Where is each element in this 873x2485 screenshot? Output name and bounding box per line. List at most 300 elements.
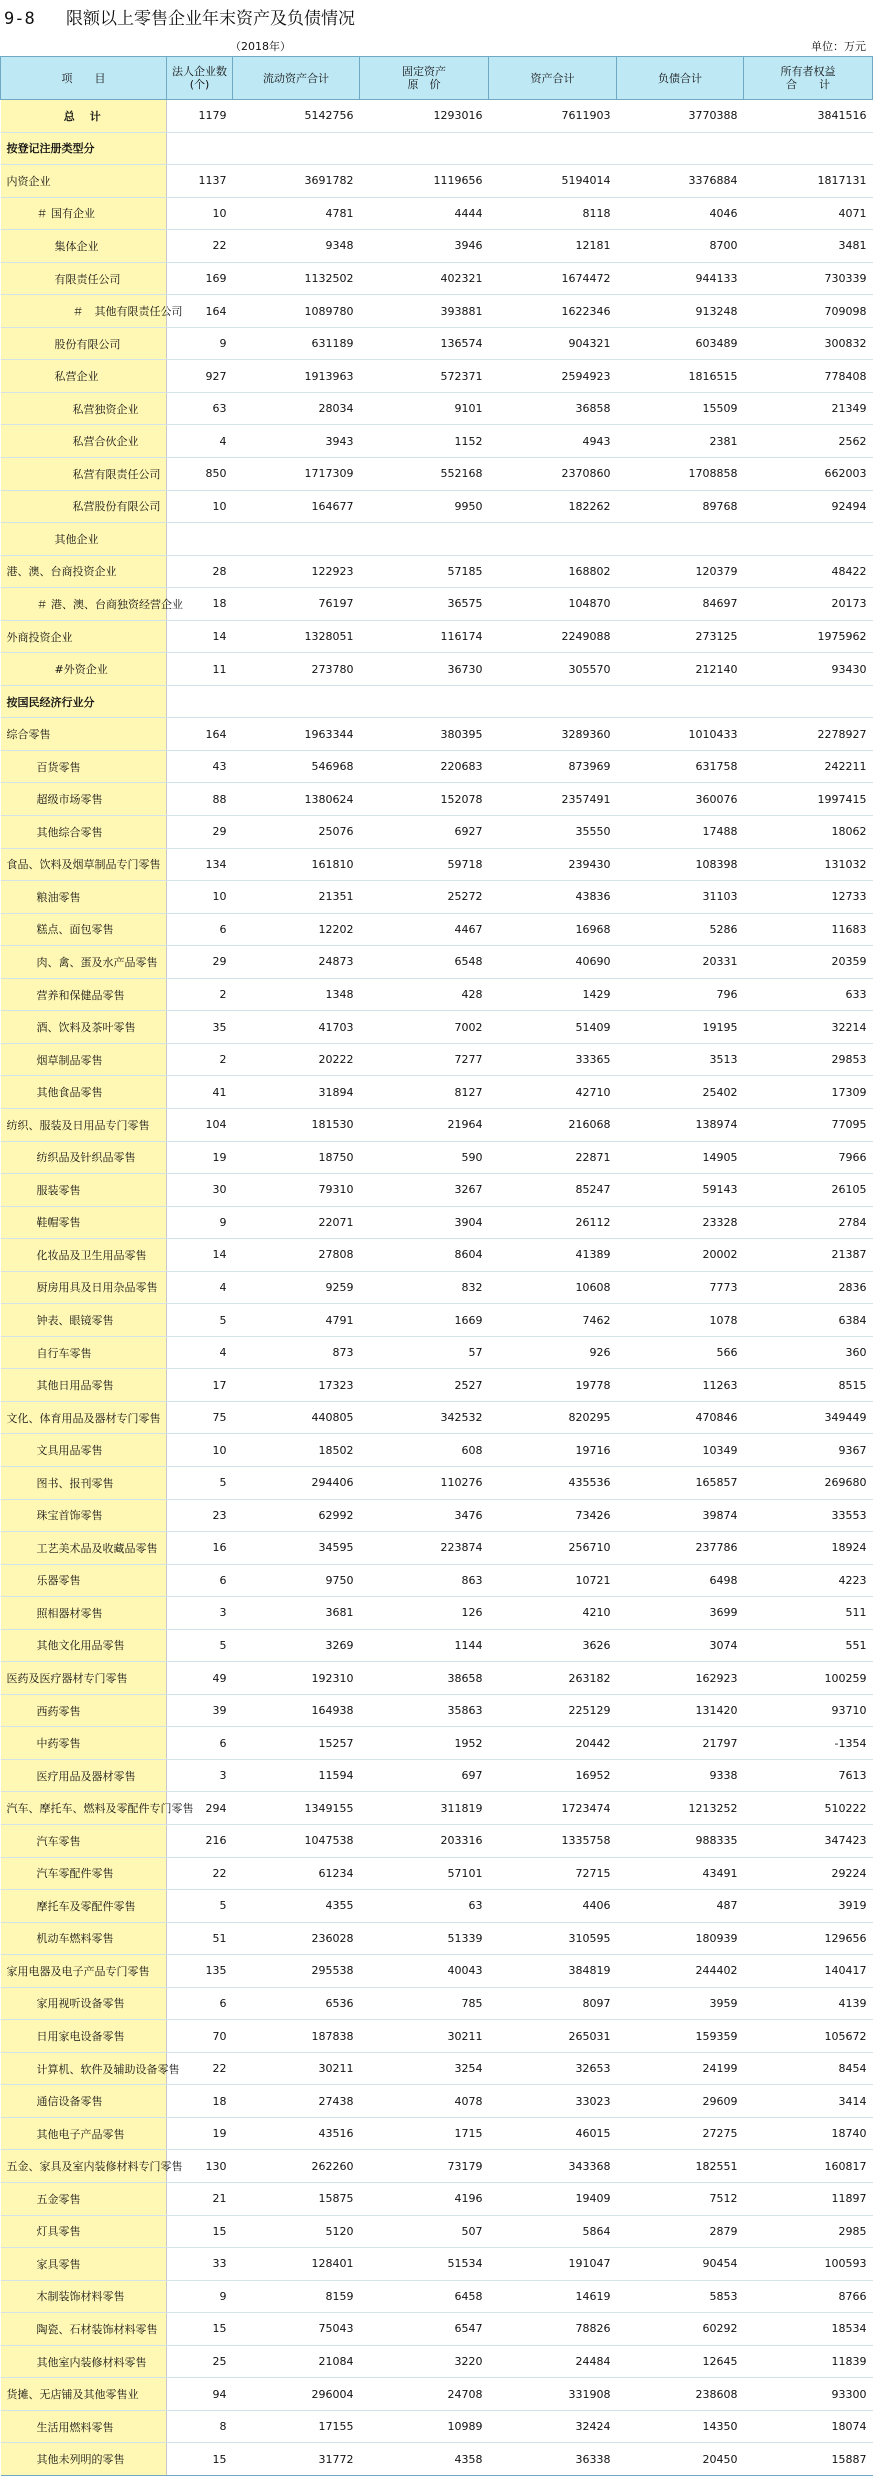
row-label: ＃ 港、澳、台商独资经营企业: [1, 588, 167, 621]
row-label: 日用家电设备零售: [1, 2020, 167, 2053]
cell-value: 5853: [617, 2280, 744, 2313]
cell-value: 633: [744, 978, 873, 1011]
cell-value: 5: [167, 1629, 233, 1662]
cell-value: 4071: [744, 197, 873, 230]
cell-value: 14619: [489, 2280, 617, 2313]
cell-value: 25402: [617, 1076, 744, 1109]
cell-value: 40043: [360, 1955, 489, 1988]
cell-value: 1723474: [489, 1792, 617, 1825]
cell-value: 110276: [360, 1466, 489, 1499]
cell-value: 1817131: [744, 165, 873, 198]
cell-value: 730339: [744, 262, 873, 295]
cell-value: 662003: [744, 458, 873, 491]
cell-value: 22: [167, 2052, 233, 2085]
row-label: 其他企业: [1, 523, 167, 556]
cell-value: 120379: [617, 555, 744, 588]
cell-value: 8454: [744, 2052, 873, 2085]
table-row: [1, 197, 873, 230]
row-label: 纺织、服装及日用品专门零售: [1, 1108, 167, 1141]
cell-value: 225129: [489, 1694, 617, 1727]
cell-value: 164: [167, 718, 233, 751]
cell-value: 51534: [360, 2248, 489, 2281]
row-label: 纺织品及针织品零售: [1, 1141, 167, 1174]
cell-value: 57: [360, 1336, 489, 1369]
cell-value: 1975962: [744, 620, 873, 653]
cell-value: [744, 523, 873, 556]
cell-value: 31772: [233, 2443, 360, 2476]
table-row: [1, 1336, 873, 1369]
cell-value: 41: [167, 1076, 233, 1109]
cell-value: 709098: [744, 295, 873, 328]
row-label: 其他食品零售: [1, 1076, 167, 1109]
table-row: [1, 1369, 873, 1402]
row-label: 货摊、无店铺及其他零售业: [1, 2378, 167, 2411]
cell-value: 15: [167, 2313, 233, 2346]
row-label: 私营有限责任公司: [1, 458, 167, 491]
cell-value: 873: [233, 1336, 360, 1369]
cell-value: 85247: [489, 1174, 617, 1207]
row-label: 汽车零售: [1, 1824, 167, 1857]
table-row: [1, 1076, 873, 1109]
cell-value: 100593: [744, 2248, 873, 2281]
cell-value: 43491: [617, 1857, 744, 1890]
cell-value: 2594923: [489, 360, 617, 393]
cell-value: 380395: [360, 718, 489, 751]
cell-value: 24199: [617, 2052, 744, 2085]
cell-value: 1952: [360, 1727, 489, 1760]
cell-value: 27808: [233, 1239, 360, 1272]
cell-value: 2836: [744, 1271, 873, 1304]
cell-value: 8515: [744, 1369, 873, 1402]
table-row: [1, 848, 873, 881]
cell-value: -1354: [744, 1727, 873, 1760]
cell-value: 70: [167, 2020, 233, 2053]
cell-value: 21387: [744, 1239, 873, 1272]
row-label: 医药及医疗器材专门零售: [1, 1662, 167, 1695]
table-row: [1, 490, 873, 523]
cell-value: 1674472: [489, 262, 617, 295]
cell-value: 785: [360, 1987, 489, 2020]
table-row: [1, 2313, 873, 2346]
cell-value: 16952: [489, 1759, 617, 1792]
cell-value: 10: [167, 881, 233, 914]
cell-value: 256710: [489, 1532, 617, 1565]
row-label: 有限责任公司: [1, 262, 167, 295]
cell-value: 1963344: [233, 718, 360, 751]
cell-value: 4791: [233, 1304, 360, 1337]
cell-value: 41389: [489, 1239, 617, 1272]
col-header-current-assets: 流动资产合计: [233, 57, 360, 100]
cell-value: 21349: [744, 392, 873, 425]
year-note: （2018年）: [230, 40, 291, 53]
cell-value: 1348: [233, 978, 360, 1011]
cell-value: 2527: [360, 1369, 489, 1402]
table-body: [1, 100, 873, 2476]
row-label: 汽车、摩托车、燃料及零配件专门零售: [1, 1792, 167, 1825]
table-row: [1, 1727, 873, 1760]
row-label: 珠宝首饰零售: [1, 1499, 167, 1532]
cell-value: 131032: [744, 848, 873, 881]
cell-value: 310595: [489, 1922, 617, 1955]
cell-value: 28034: [233, 392, 360, 425]
cell-value: 8159: [233, 2280, 360, 2313]
table-row: [1, 2052, 873, 2085]
table-row: [1, 1922, 873, 1955]
cell-value: 10608: [489, 1271, 617, 1304]
cell-value: 57101: [360, 1857, 489, 1890]
cell-value: 3946: [360, 230, 489, 263]
table-row: [1, 1304, 873, 1337]
cell-value: 92494: [744, 490, 873, 523]
cell-value: 12733: [744, 881, 873, 914]
cell-value: 1137: [167, 165, 233, 198]
col-header-equity: 所有者权益 合 计: [744, 57, 873, 100]
cell-value: 32214: [744, 1011, 873, 1044]
cell-value: 7512: [617, 2183, 744, 2216]
cell-value: 1669: [360, 1304, 489, 1337]
cell-value: 35863: [360, 1694, 489, 1727]
cell-value: 3414: [744, 2085, 873, 2118]
cell-value: 191047: [489, 2248, 617, 2281]
cell-value: 108398: [617, 848, 744, 881]
cell-value: 2562: [744, 425, 873, 458]
table-row: [1, 1043, 873, 1076]
row-label: 医疗用品及器材零售: [1, 1759, 167, 1792]
cell-value: 428: [360, 978, 489, 1011]
cell-value: 15: [167, 2215, 233, 2248]
cell-value: 913248: [617, 295, 744, 328]
cell-value: 105672: [744, 2020, 873, 2053]
cell-value: [167, 132, 233, 165]
cell-value: 3074: [617, 1629, 744, 1662]
cell-value: 944133: [617, 262, 744, 295]
cell-value: 17488: [617, 816, 744, 849]
cell-value: 6: [167, 1987, 233, 2020]
cell-value: 6547: [360, 2313, 489, 2346]
cell-value: 33: [167, 2248, 233, 2281]
cell-value: 12202: [233, 913, 360, 946]
cell-value: 294406: [233, 1466, 360, 1499]
cell-value: 360: [744, 1336, 873, 1369]
cell-value: 59718: [360, 848, 489, 881]
row-label: 其他电子产品零售: [1, 2117, 167, 2150]
cell-value: 7773: [617, 1271, 744, 1304]
row-label: 生活用燃料零售: [1, 2410, 167, 2443]
cell-value: 1010433: [617, 718, 744, 751]
table-row: [1, 2085, 873, 2118]
cell-value: 18502: [233, 1434, 360, 1467]
cell-value: 296004: [233, 2378, 360, 2411]
cell-value: 9348: [233, 230, 360, 263]
cell-value: 182551: [617, 2150, 744, 2183]
cell-value: 88: [167, 783, 233, 816]
cell-value: 273125: [617, 620, 744, 653]
cell-value: [489, 685, 617, 718]
cell-value: 7611903: [489, 100, 617, 133]
cell-value: 697: [360, 1759, 489, 1792]
cell-value: 347423: [744, 1824, 873, 1857]
table-title: [4, 4, 355, 30]
cell-value: 2249088: [489, 620, 617, 653]
cell-value: 8118: [489, 197, 617, 230]
cell-value: 11839: [744, 2345, 873, 2378]
cell-value: 34595: [233, 1532, 360, 1565]
cell-value: 8097: [489, 1987, 617, 2020]
cell-value: 8604: [360, 1239, 489, 1272]
cell-value: 9259: [233, 1271, 360, 1304]
cell-value: 128401: [233, 2248, 360, 2281]
cell-value: 12181: [489, 230, 617, 263]
cell-value: 41703: [233, 1011, 360, 1044]
cell-value: 73179: [360, 2150, 489, 2183]
cell-value: 440805: [233, 1401, 360, 1434]
table-row: [1, 2183, 873, 2216]
row-label: 糕点、面包零售: [1, 913, 167, 946]
cell-value: 33023: [489, 2085, 617, 2118]
cell-value: 435536: [489, 1466, 617, 1499]
cell-value: 263182: [489, 1662, 617, 1695]
cell-value: 6536: [233, 1987, 360, 2020]
cell-value: 820295: [489, 1401, 617, 1434]
table-row: [1, 1759, 873, 1792]
cell-value: 4358: [360, 2443, 489, 2476]
cell-value: 3476: [360, 1499, 489, 1532]
cell-value: 1078: [617, 1304, 744, 1337]
cell-value: [233, 523, 360, 556]
cell-value: 2357491: [489, 783, 617, 816]
cell-value: 24708: [360, 2378, 489, 2411]
cell-value: 22: [167, 230, 233, 263]
cell-value: 14905: [617, 1141, 744, 1174]
cell-value: 16: [167, 1532, 233, 1565]
table-row: [1, 1987, 873, 2020]
cell-value: 487: [617, 1890, 744, 1923]
cell-value: 360076: [617, 783, 744, 816]
cell-value: 76197: [233, 588, 360, 621]
table-row: [1, 881, 873, 914]
cell-value: 237786: [617, 1532, 744, 1565]
row-label: 肉、禽、蛋及水产品零售: [1, 946, 167, 979]
cell-value: 3959: [617, 1987, 744, 2020]
cell-value: 1349155: [233, 1792, 360, 1825]
cell-value: 164677: [233, 490, 360, 523]
cell-value: 8: [167, 2410, 233, 2443]
cell-value: 212140: [617, 653, 744, 686]
table-row: [1, 262, 873, 295]
cell-value: 216068: [489, 1108, 617, 1141]
cell-value: 30: [167, 1174, 233, 1207]
table-row: [1, 2117, 873, 2150]
cell-value: 3770388: [617, 100, 744, 133]
cell-value: 3269: [233, 1629, 360, 1662]
row-label: 摩托车及零配件零售: [1, 1890, 167, 1923]
cell-value: 22071: [233, 1206, 360, 1239]
cell-value: 59143: [617, 1174, 744, 1207]
cell-value: 14: [167, 620, 233, 653]
cell-value: 8766: [744, 2280, 873, 2313]
cell-value: [233, 132, 360, 165]
cell-value: 265031: [489, 2020, 617, 2053]
cell-value: 21964: [360, 1108, 489, 1141]
table-row: [1, 2280, 873, 2313]
cell-value: 220683: [360, 750, 489, 783]
cell-value: 61234: [233, 1857, 360, 1890]
cell-value: 1715: [360, 2117, 489, 2150]
cell-value: 43516: [233, 2117, 360, 2150]
cell-value: 181530: [233, 1108, 360, 1141]
cell-value: 36338: [489, 2443, 617, 2476]
row-label: 文化、体育用品及器材专门零售: [1, 1401, 167, 1434]
cell-value: 29224: [744, 1857, 873, 1890]
table-row: [1, 1857, 873, 1890]
cell-value: 10: [167, 1434, 233, 1467]
cell-value: 33553: [744, 1499, 873, 1532]
cell-value: 17: [167, 1369, 233, 1402]
cell-value: 29609: [617, 2085, 744, 2118]
cell-value: 100259: [744, 1662, 873, 1695]
row-label: 百货零售: [1, 750, 167, 783]
table-row: [1, 2248, 873, 2281]
cell-value: 25076: [233, 816, 360, 849]
cell-value: 21: [167, 2183, 233, 2216]
cell-value: 2879: [617, 2215, 744, 2248]
cell-value: 3904: [360, 1206, 489, 1239]
cell-value: 11897: [744, 2183, 873, 2216]
cell-value: 63: [360, 1890, 489, 1923]
cell-value: 22: [167, 1857, 233, 1890]
cell-value: 3919: [744, 1890, 873, 1923]
cell-value: 904321: [489, 327, 617, 360]
cell-value: 130: [167, 2150, 233, 2183]
cell-value: [744, 132, 873, 165]
cell-value: 20331: [617, 946, 744, 979]
cell-value: 104: [167, 1108, 233, 1141]
table-row: [1, 1629, 873, 1662]
cell-value: 6: [167, 1727, 233, 1760]
row-label: 自行车零售: [1, 1336, 167, 1369]
cell-value: 6: [167, 1564, 233, 1597]
cell-value: 926: [489, 1336, 617, 1369]
row-label: 五金、家具及室内装修材料专门零售: [1, 2150, 167, 2183]
cell-value: 138974: [617, 1108, 744, 1141]
cell-value: 342532: [360, 1401, 489, 1434]
cell-value: 22871: [489, 1141, 617, 1174]
cell-value: 15509: [617, 392, 744, 425]
cell-value: 20222: [233, 1043, 360, 1076]
cell-value: 4467: [360, 913, 489, 946]
cell-value: 1380624: [233, 783, 360, 816]
cell-value: 165857: [617, 1466, 744, 1499]
cell-value: 3841516: [744, 100, 873, 133]
cell-value: 19409: [489, 2183, 617, 2216]
cell-value: 84697: [617, 588, 744, 621]
row-label: 营养和保健品零售: [1, 978, 167, 1011]
cell-value: 126: [360, 1597, 489, 1630]
cell-value: 136574: [360, 327, 489, 360]
cell-value: 295538: [233, 1955, 360, 1988]
cell-value: 17323: [233, 1369, 360, 1402]
cell-value: 168802: [489, 555, 617, 588]
table-row: [1, 1597, 873, 1630]
col-header-count: 法人企业数 (个): [167, 57, 233, 100]
cell-value: 135: [167, 1955, 233, 1988]
cell-value: 29853: [744, 1043, 873, 1076]
table-row: [1, 327, 873, 360]
row-label: 鞋帽零售: [1, 1206, 167, 1239]
cell-value: 192310: [233, 1662, 360, 1695]
row-label: 集体企业: [1, 230, 167, 263]
row-label: 综合零售: [1, 718, 167, 751]
cell-value: 1717309: [233, 458, 360, 491]
cell-value: 216: [167, 1824, 233, 1857]
cell-value: 11683: [744, 913, 873, 946]
cell-value: 3513: [617, 1043, 744, 1076]
cell-value: 36575: [360, 588, 489, 621]
cell-value: 1335758: [489, 1824, 617, 1857]
cell-value: 27275: [617, 2117, 744, 2150]
cell-value: 24484: [489, 2345, 617, 2378]
cell-value: 51: [167, 1922, 233, 1955]
section-row: [1, 685, 873, 718]
cell-value: 18: [167, 588, 233, 621]
cell-value: 38658: [360, 1662, 489, 1695]
cell-value: [233, 685, 360, 718]
cell-value: 169: [167, 262, 233, 295]
cell-value: 631189: [233, 327, 360, 360]
cell-value: 4223: [744, 1564, 873, 1597]
row-label: 中药零售: [1, 1727, 167, 1760]
cell-value: [167, 523, 233, 556]
cell-value: 572371: [360, 360, 489, 393]
cell-value: 832: [360, 1271, 489, 1304]
cell-value: [489, 523, 617, 556]
cell-value: 9: [167, 327, 233, 360]
table-row: [1, 392, 873, 425]
col-header-item: 项 目: [1, 57, 167, 100]
cell-value: 3: [167, 1759, 233, 1792]
table-row: [1, 1401, 873, 1434]
cell-value: 18062: [744, 816, 873, 849]
cell-value: 4355: [233, 1890, 360, 1923]
cell-value: 17155: [233, 2410, 360, 2443]
cell-value: 51339: [360, 1922, 489, 1955]
cell-value: 236028: [233, 1922, 360, 1955]
row-label: 照相器材零售: [1, 1597, 167, 1630]
table-row: [1, 1564, 873, 1597]
cell-value: 93300: [744, 2378, 873, 2411]
cell-value: 39874: [617, 1499, 744, 1532]
cell-value: 18074: [744, 2410, 873, 2443]
cell-value: 72715: [489, 1857, 617, 1890]
cell-value: 4: [167, 425, 233, 458]
cell-value: 10: [167, 197, 233, 230]
table-row: [1, 425, 873, 458]
cell-value: 6548: [360, 946, 489, 979]
cell-value: 21797: [617, 1727, 744, 1760]
cell-value: 631758: [617, 750, 744, 783]
row-label: 乐器零售: [1, 1564, 167, 1597]
cell-value: 25272: [360, 881, 489, 914]
table-row: [1, 718, 873, 751]
cell-value: 43: [167, 750, 233, 783]
cell-value: 1132502: [233, 262, 360, 295]
cell-value: 140417: [744, 1955, 873, 1988]
cell-value: 3681: [233, 1597, 360, 1630]
cell-value: 1179: [167, 100, 233, 133]
cell-value: 608: [360, 1434, 489, 1467]
cell-value: 331908: [489, 2378, 617, 2411]
cell-value: 5142756: [233, 100, 360, 133]
